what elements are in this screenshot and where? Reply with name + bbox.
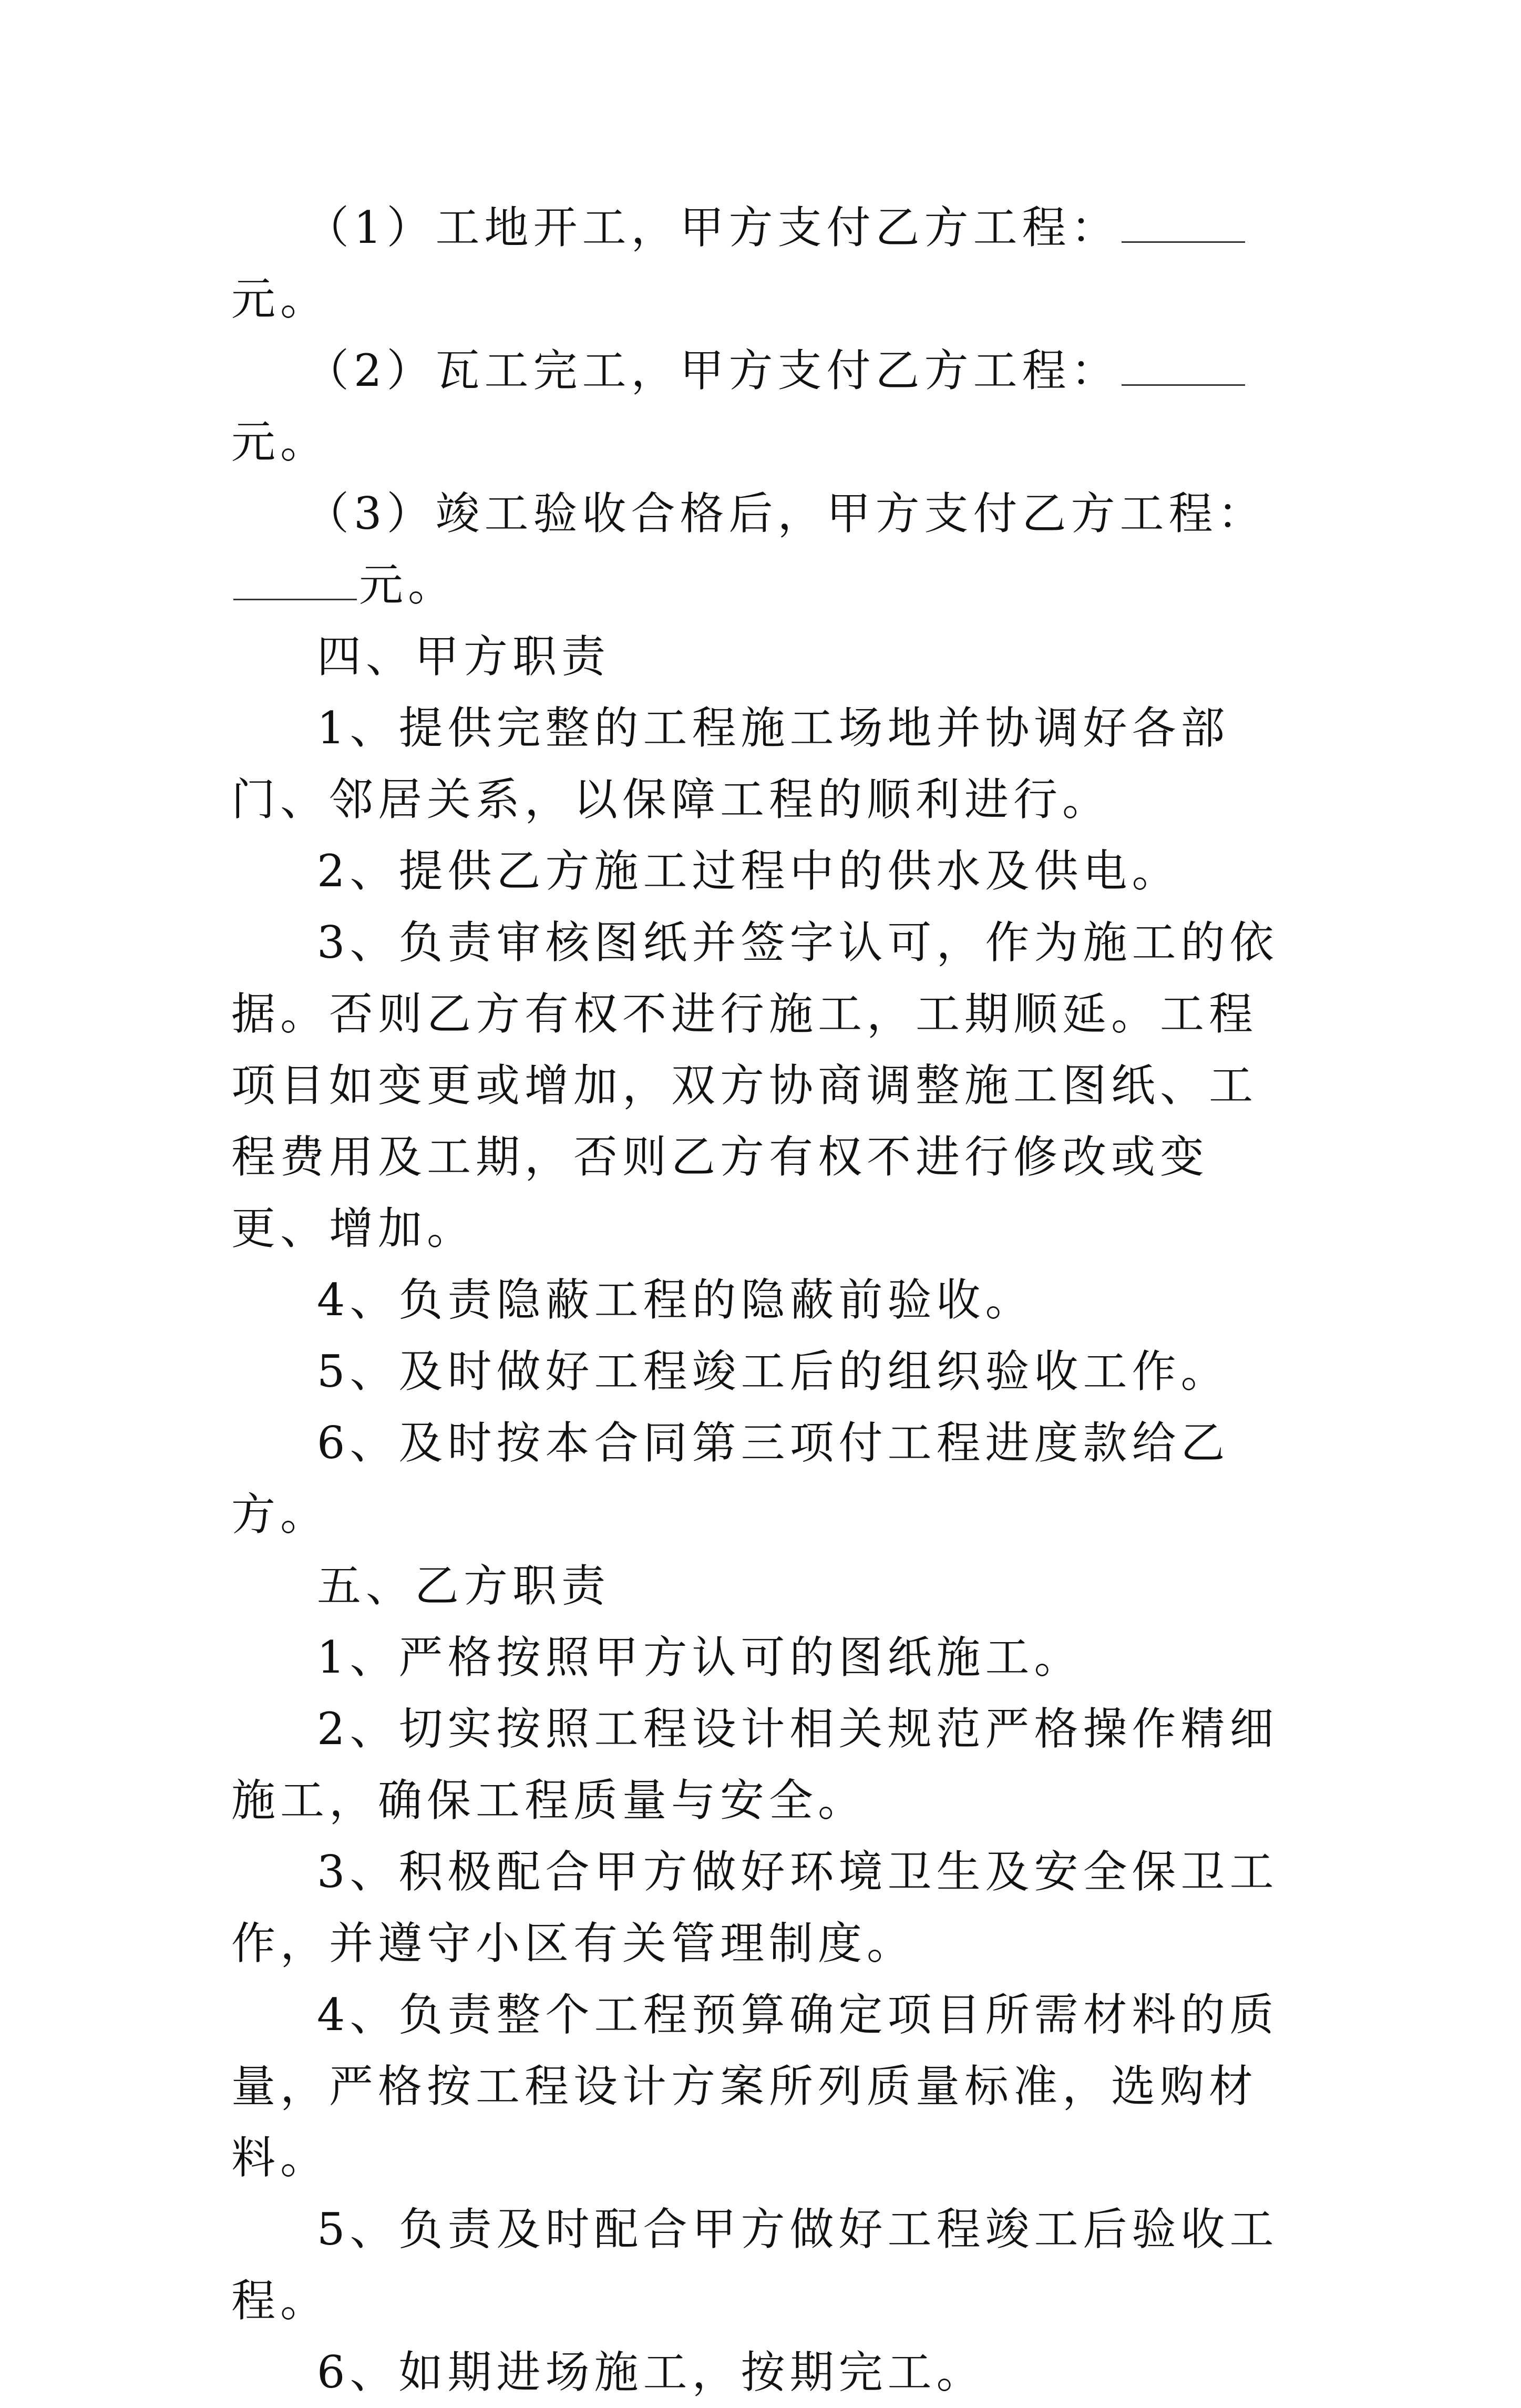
party-b-duty-2: 2、切实按照工程设计相关规范严格操作精细施工，确保工程质量与安全。 (231, 1703, 1279, 1826)
party-b-duty-1: 1、严格按照甲方认可的图纸施工。 (317, 1632, 1083, 1683)
payment-item-3 (231, 478, 1288, 621)
party-a-duty-3: 3、负责审核图纸并签字认可，作为施工的依据。否则乙方有权不进行施工，工期顺延。工程项目如变更或增加，双方协商调整施工图纸、工程费用及工期，否则乙方有权不进行修改或变更、增加。 (231, 917, 1279, 1254)
party-a-duty-1: 1、提供完整的工程施工场地并协调好各部门、邻居关系，以保障工程的顺利进行。 (231, 702, 1230, 825)
amount-blank (233, 562, 357, 600)
section-heading-party-b: 五、乙方职责 (317, 1560, 611, 1612)
party-a-duty-6: 6、及时按本合同第三项付工程进度款给乙方。 (231, 1417, 1230, 1540)
party-b-duty-4: 4、负责整个工程预算确定项目所需材料的质量，严格按工程设计方案所列质量标准，选购材料。 (231, 1989, 1279, 2184)
payment-unit: 元。 (359, 559, 457, 611)
amount-blank (1122, 204, 1245, 243)
party-a-duty-5: 5、及时做好工程竣工后的组织验收工作。 (317, 1346, 1230, 1397)
payment-unit: 元。 (231, 416, 330, 468)
party-b-duty-5: 5、负责及时配合甲方做好工程竣工后验收工程。 (231, 2204, 1279, 2327)
party-a-duty-4: 4、负责隐蔽工程的隐蔽前验收。 (317, 1274, 1034, 1326)
payment-item-2 (231, 335, 1288, 478)
payment-item-1 (231, 192, 1288, 335)
payment-unit: 元。 (231, 273, 330, 325)
party-a-duty-2: 2、提供乙方施工过程中的供水及供电。 (317, 845, 1181, 897)
party-b-duty-3: 3、积极配合甲方做好环境卫生及安全保卫工作，并遵守小区有关管理制度。 (231, 1846, 1279, 1969)
section-heading-party-a: 四、甲方职责 (317, 631, 611, 682)
document-body (231, 192, 1288, 2408)
payment-item-text: （2）瓦工完工，甲方支付乙方工程： (305, 345, 1120, 396)
party-b-duty-6: 6、如期进场施工，按期完工。 (317, 2346, 985, 2398)
amount-blank (1122, 347, 1245, 386)
payment-item-text: （3）竣工验收合格后，甲方支付乙方工程： (305, 488, 1267, 539)
payment-item-text: （1）工地开工，甲方支付乙方工程： (305, 202, 1120, 253)
